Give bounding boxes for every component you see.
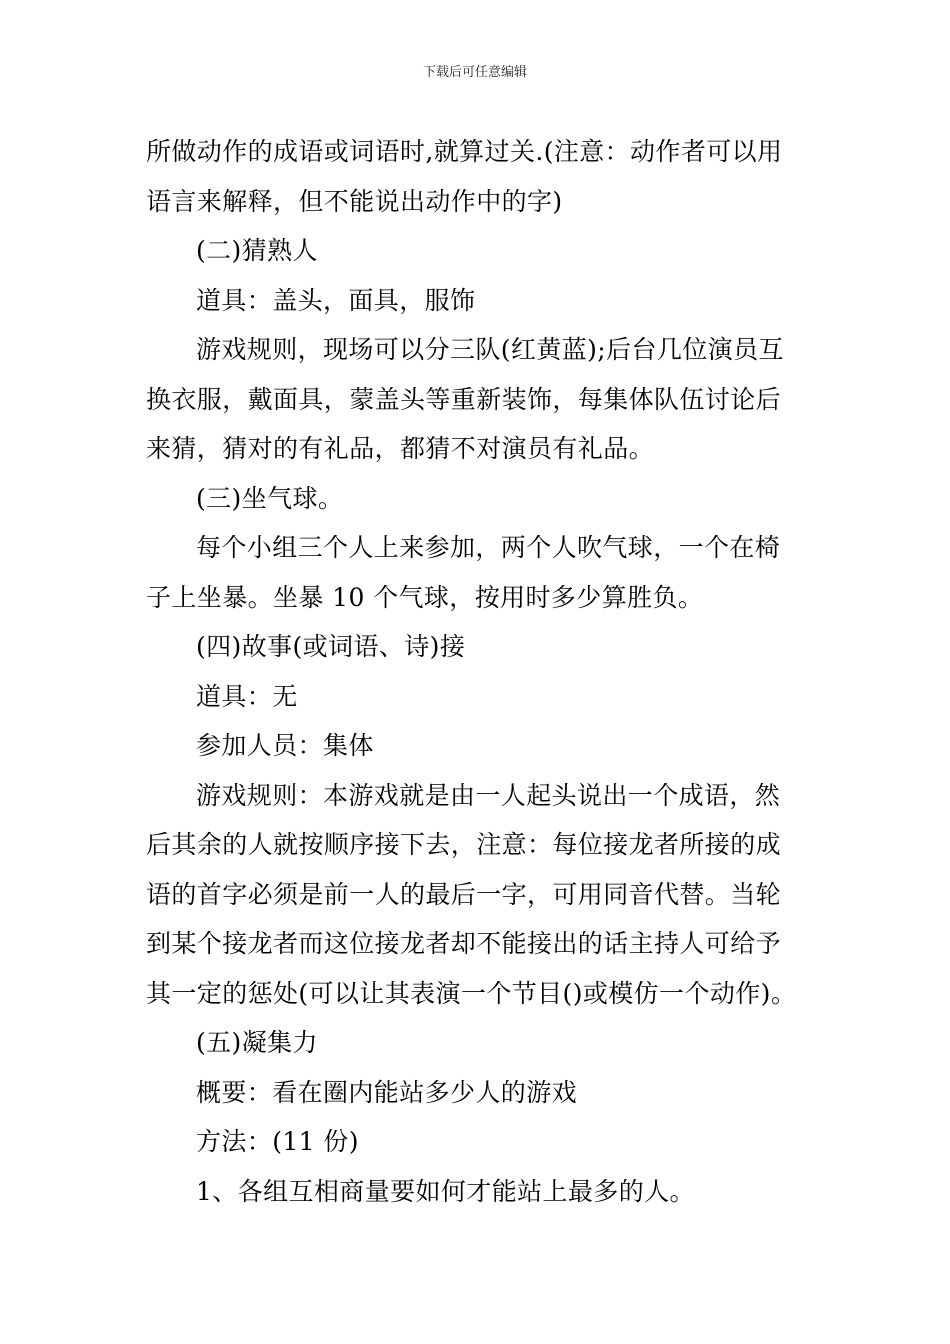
document-body: [146, 127, 808, 1216]
section-heading: (五)凝集力: [196, 1028, 318, 1057]
text-line: 每个小组三个人上来参加，两个人吹气球，一个在椅: [196, 533, 781, 562]
text-line: 换衣服，戴面具，蒙盖头等重新装饰，每集体队伍讨论后: [146, 384, 782, 414]
text-line: 后其余的人就按顺序接下去，注意：每位接龙者所接的成: [146, 830, 782, 859]
text-line: 来猜，猜对的有礼品，都猜不对演员有礼品。: [146, 434, 655, 463]
text-line: 参加人员：集体: [196, 731, 374, 760]
section-heading: (三)坐气球。: [196, 483, 344, 513]
text-line: 语的首字必须是前一人的最后一字，可用同音代替。当轮: [146, 879, 782, 909]
page-header: 下载后可任意编辑: [422, 65, 527, 80]
text-line: 道具：盖头，面具，服饰: [196, 285, 476, 315]
text-line: 到某个接龙者而这位接龙者却不能接出的话主持人可给予: [146, 929, 782, 958]
text-line: 其一定的惩处(可以让其表演一个节目()或模仿一个动作)。: [146, 978, 797, 1008]
text-line: 1、各组互相商量要如何才能站上最多的人。: [196, 1176, 695, 1206]
text-line: 方法：(11 份): [196, 1127, 359, 1156]
text-line: 游戏规则：本游戏就是由一人起头说出一个成语，然: [196, 780, 781, 810]
text-line: 子上坐暴。坐暴 10 个气球，按用时多少算胜负。: [146, 582, 704, 612]
text-line: 道具：无: [196, 681, 298, 711]
text-line: 概要：看在圈内能站多少人的游戏: [196, 1077, 578, 1107]
text-line: 所做动作的成语或词语时,就算过关.(注意：动作者可以用: [146, 137, 783, 166]
text-line: 语言来解释，但不能说出动作中的字): [146, 186, 563, 216]
section-heading: (二)猜熟人: [196, 236, 318, 265]
text-line: 游戏规则，现场可以分三队(红黄蓝);后台几位演员互: [196, 335, 784, 364]
section-heading: (四)故事(或词语、诗)接: [196, 632, 466, 661]
